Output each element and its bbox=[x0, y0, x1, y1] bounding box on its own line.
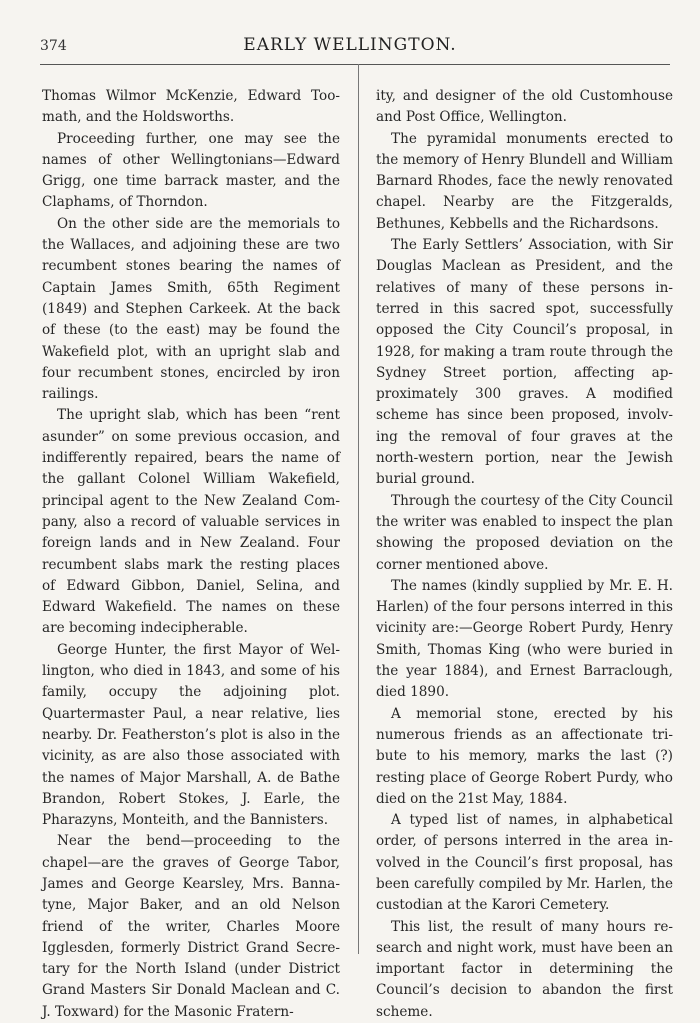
paragraph: Through the courtesy of the City Council the writer was enabled to inspect the plan showing the proposed deviation on the corner mentioned above. bbox=[376, 492, 673, 573]
paragraph: The pyramidal monuments erected to the memory of Henry Blundell and William Barnard Rhodes, face the newly renovated chapel. Nearby are the Fitzgeralds, Bethunes, Kebbells and the Richardsons. bbox=[376, 130, 673, 232]
left-column bbox=[42, 86, 340, 1023]
paragraph: On the other side are the memorials to the Wallaces, and adjoining these are two recumbent stones bearing the names of Captain James Smith, 65th Regiment (1849) and Stephen Carkeek. At the back of these (to the east) may be found the Wakefield plot, with an upright slab and four recumbent stones, encircled by iron railings. bbox=[42, 215, 340, 403]
running-head: EARLY WELLINGTON. bbox=[243, 35, 457, 55]
paragraph: This list, the result of many hours research and night work, must have been an important factor in determining the Council’s decision to abandon the first scheme. bbox=[376, 918, 673, 1020]
paragraph: A typed list of names, in alphabetical order, of persons interred in the area involved in the Council’s first proposal, has been carefully compiled by Mr. Harlen, the custodian at the Karori Cemetery. bbox=[376, 812, 673, 914]
right-column bbox=[376, 86, 673, 1023]
paragraph: The upright slab, which has been “rent asunder” on some previous occasion, and indifferently repaired, bears the name of the gallant Colonel William Wakefield, principal agent to the New Zealand Company, also a record of valuable services in foreign lands and in New Zealand. Four recumbent slabs mark the resting places of Edward Gibbon, Daniel, Selina, and Edward Wakefield. The names on these are becoming indecipherable. bbox=[42, 407, 340, 637]
paragraph: The names (kindly supplied by Mr. E. H. Harlen) of the four persons interred in this vicinity are:—George Robert Purdy, Henry Smith, Thomas King (who were buried in the year 1884), and Ernest Barraclough, died 1890. bbox=[376, 577, 673, 701]
paragraph: Proceeding further, one may see the names of other Wellingtonians—Edward Grigg, one time barrack master, and the Claphams, of Thorndon. bbox=[42, 130, 340, 211]
paragraph: Thomas Wilmor McKenzie, Edward Toomath, and the Holdsworths. bbox=[42, 88, 340, 126]
paragraph: Near the bend—proceeding to the chapel—are the graves of George Tabor, James and George Kearsley, Mrs. Bannatyne, Major Baker, and an old Nelson friend of the writer, Charles Moore Igglesden, formerly District Grand Secretary for the North Island (under District Grand Masters Sir Donald Maclean and C. J. Toxward) for the Masonic Fratern- bbox=[42, 833, 340, 1020]
paragraph: George Hunter, the first Mayor of Wellington, who died in 1843, and some of his family, occupy the adjoining plot. Quartermaster Paul, a near relative, lies nearby. Dr. Featherston’s plot is also in the vicinity, as are also those associated with the names of Major Marshall, A. de Bathe Brandon, Robert Stokes, J. Earle, the Pharazyns, Monteith, and the Bannisters. bbox=[42, 641, 340, 829]
column-divider bbox=[358, 64, 359, 954]
header-rule bbox=[40, 64, 670, 65]
paragraph: ity, and designer of the old Customhouse and Post Office, Wellington. bbox=[376, 88, 673, 126]
paragraph: A memorial stone, erected by his numerous friends as an affectionate tribute to his memory, marks the last (?) resting place of George Robert Purdy, who died on the 21st May, 1884. bbox=[376, 705, 673, 807]
page-number: 374 bbox=[40, 38, 67, 54]
paragraph: The Early Settlers’ Association, with Sir Douglas Maclean as President, and the relatives of many of these persons interred in this sacred spot, successfully opposed the City Council’s proposal, in 1928, for making a tram route through the Sydney Street portion, affecting approximately 300 graves. A modified scheme has since been proposed, involving the removal of four graves at the north-western portion, near the Jewish burial ground. bbox=[376, 237, 673, 488]
